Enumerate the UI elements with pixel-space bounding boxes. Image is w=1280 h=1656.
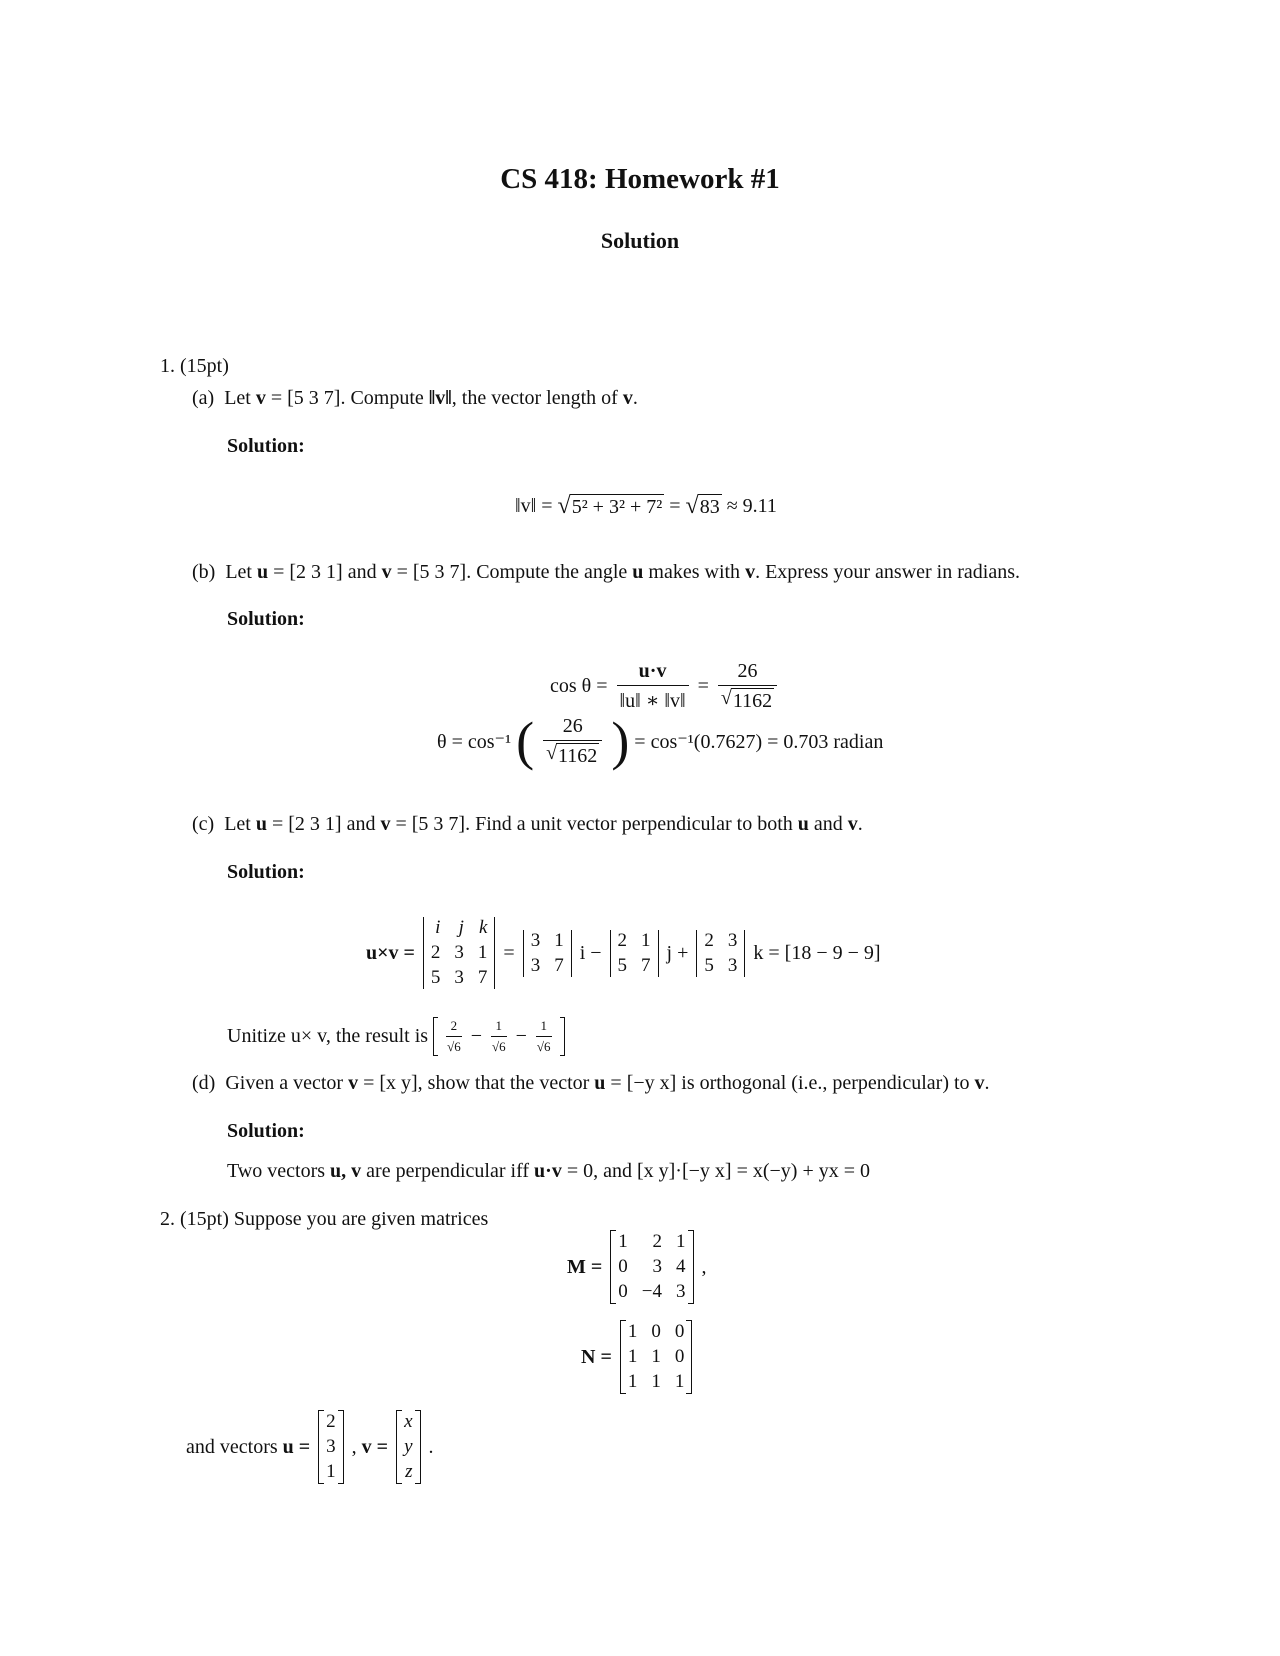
numerator: 1 [495, 1018, 503, 1033]
matrix-cell: 1 [651, 1346, 661, 1367]
q1a-text-1: Let [224, 387, 251, 409]
paren-left: ( [516, 711, 535, 771]
matrix-M-row [567, 1231, 707, 1303]
vector-cell: x [404, 1411, 413, 1432]
var-u: u [256, 561, 269, 583]
var-v: v [381, 561, 392, 583]
equals: = [697, 675, 709, 697]
matrix-cell: 0 [618, 1256, 628, 1277]
var-u: u [255, 813, 267, 835]
q1c-label: (c) [192, 813, 215, 835]
det-cell: 3 [454, 942, 464, 963]
q1c-solution-label: Solution: [227, 861, 305, 883]
unit-comp-2 [491, 1018, 507, 1055]
fraction-26 [543, 715, 602, 768]
q1a-text-4: . [632, 387, 638, 409]
unit-comp-1 [446, 1018, 462, 1055]
det-cell: 7 [477, 967, 488, 988]
q1d-sol-4: u·v [534, 1160, 562, 1182]
matrix-cell: 1 [627, 1321, 638, 1342]
q1d-solution-label: Solution: [227, 1120, 305, 1142]
vectors-text: and vectors [186, 1435, 278, 1458]
sqrt-icon: √ [557, 493, 571, 519]
matrix-cell: 2 [652, 1231, 662, 1252]
unit-comp-3 [536, 1018, 552, 1055]
det-cell: i [435, 917, 441, 938]
matrix-N [620, 1321, 693, 1393]
matrix-N-row [581, 1321, 695, 1393]
radicand-83: 83 [699, 496, 720, 518]
vector-cell: 1 [326, 1461, 336, 1482]
q1b-prompt [192, 561, 1020, 584]
denominator: √6 [491, 1036, 507, 1055]
det-cell: 5 [704, 954, 714, 976]
fraction-dot-norms [617, 660, 689, 713]
det-cell: 3 [727, 954, 738, 976]
op-i: i − [579, 941, 602, 964]
q1d-sol-5: = 0, and [x y]·[−y x] = x(−y) + yx = 0 [566, 1160, 871, 1182]
numerator: 1 [540, 1018, 547, 1033]
vector-u [318, 1411, 344, 1483]
q1a-prompt [192, 387, 638, 410]
radicand: 1162 [558, 744, 598, 767]
det-cell: 3 [727, 929, 738, 951]
question-2-heading: 2. (15pt) Suppose you are given matrices [160, 1208, 489, 1230]
det-cell: 2 [617, 929, 628, 951]
var-v: v [255, 387, 266, 409]
q1d-prompt [192, 1072, 990, 1095]
vector-v [396, 1411, 420, 1483]
q1c-text-4: and [813, 813, 843, 835]
det-cell: 1 [554, 929, 564, 951]
matrix-cell: 3 [676, 1281, 686, 1302]
matrix-cell: 1 [674, 1371, 685, 1392]
q1d-sol-1: Two vectors [227, 1160, 326, 1182]
question-1-heading: 1. (15pt) [160, 355, 229, 377]
q1b-text-5: . Express your answer in radians. [755, 561, 1020, 583]
q1b-label: (b) [192, 561, 216, 583]
fraction-26 [718, 660, 777, 713]
det-cell: 3 [530, 929, 541, 951]
vector-cell: 2 [326, 1411, 336, 1432]
matrix-M [610, 1231, 693, 1303]
matrix-cell: 1 [676, 1231, 686, 1252]
q1a-text-2: = [5 3 7]. Compute [270, 387, 424, 409]
theta-arccos: θ = cos⁻¹ [437, 730, 512, 753]
numerator: 26 [562, 714, 583, 737]
var-v: v [622, 387, 633, 409]
determinant-k [696, 930, 745, 977]
sqrt-icon: √ [546, 741, 558, 764]
u-label: u = [282, 1435, 311, 1458]
q1c-text-2: = [2 3 1] and [271, 813, 376, 835]
matrix-cell: 4 [676, 1256, 686, 1277]
det-cell: 5 [430, 967, 441, 988]
q1c-prompt [192, 813, 863, 836]
q1c-text-1: Let [224, 813, 251, 835]
q1a-rhs: ≈ 9.11 [726, 495, 777, 517]
q1a-formula [515, 494, 777, 519]
determinant-3x3 [423, 917, 496, 989]
determinant-i [523, 930, 572, 977]
var-v: v [348, 1072, 359, 1094]
q1a-label: (a) [192, 387, 215, 409]
matrix-cell: 1 [627, 1371, 638, 1392]
det-cell: 2 [430, 942, 441, 963]
theta-result: = cos⁻¹(0.7627) = 0.703 radian [634, 730, 884, 753]
q1d-text-4: . [984, 1072, 990, 1094]
q1c-text-3: = [5 3 7]. Find a unit vector perpendicular to both [395, 813, 793, 835]
q1d-text-3: = [−y x] is orthogonal (i.e., perpendicular) to [610, 1072, 970, 1094]
unitize-text: Unitize u× v, the result is [227, 1025, 429, 1047]
sqrt-icon: √ [720, 687, 732, 709]
equals: = [503, 941, 515, 964]
vectors-row [186, 1411, 434, 1483]
radicand: 5² + 3² + 7² [571, 496, 663, 518]
q1d-label: (d) [192, 1072, 216, 1094]
determinant-j [610, 930, 659, 977]
minus: − [470, 1025, 482, 1047]
det-cell: 5 [617, 954, 628, 976]
det-cell: 7 [554, 954, 564, 976]
page-title: CS 418: Homework #1 [500, 163, 780, 195]
numerator: u·v [638, 660, 667, 682]
page-subtitle: Solution [600, 228, 680, 253]
q1a-mid: = [669, 495, 681, 517]
q1b-eq2 [437, 711, 884, 771]
var-u: u [797, 813, 809, 835]
paren-right: ) [611, 711, 630, 771]
matrix-cell: 0 [618, 1281, 628, 1302]
q1d-sol-3: are perpendicular iff [366, 1160, 530, 1182]
q1d-text-1: Given a vector [225, 1072, 344, 1094]
unit-vector [433, 1018, 564, 1055]
q1b-text-3: = [5 3 7]. Compute the angle [396, 561, 628, 583]
sqrt-icon: √ [685, 493, 699, 519]
q1d-sol-2: u, v [330, 1160, 362, 1182]
sqrt-sum [558, 494, 665, 519]
M-label: M = [567, 1255, 603, 1278]
det-cell: k [478, 917, 488, 938]
numerator: 2 [450, 1018, 458, 1033]
det-cell: 3 [454, 967, 464, 988]
q1b-text-4: makes with [648, 561, 741, 583]
det-cell: 1 [641, 929, 651, 951]
var-v: v [380, 813, 391, 835]
q1c-unitize [227, 1018, 565, 1055]
q1a-lhs: ‖v‖ = [515, 495, 553, 517]
q1d-solution-text [227, 1160, 870, 1183]
matrix-cell: 0 [651, 1321, 661, 1342]
q1d-text-2: = [x y], show that the vector [363, 1072, 590, 1094]
radicand: 1162 [732, 690, 773, 712]
denominator: √6 [446, 1036, 462, 1055]
N-label: N = [581, 1345, 612, 1368]
denominator: √6 [536, 1036, 552, 1055]
matrix-cell: −4 [641, 1281, 662, 1302]
v-label: v = [361, 1435, 389, 1458]
op-j: j + [666, 941, 689, 964]
numerator: 26 [737, 660, 758, 682]
matrix-cell: 0 [674, 1321, 685, 1342]
det-cell: 2 [704, 929, 714, 951]
matrix-cell: 1 [618, 1231, 628, 1252]
M-tail: , [701, 1255, 707, 1278]
var-u: u [594, 1072, 606, 1094]
vector-cell: z [405, 1461, 413, 1482]
vector-cell: 3 [326, 1436, 336, 1457]
matrix-cell: 0 [674, 1346, 685, 1367]
matrix-cell: 3 [652, 1256, 662, 1277]
separator: , [351, 1435, 357, 1458]
minus: − [515, 1025, 527, 1047]
det-cell: 3 [530, 954, 541, 976]
vectors-tail: . [428, 1435, 434, 1458]
det-cell: 7 [641, 954, 651, 976]
q1b-eq1 [550, 660, 781, 713]
matrix-cell: 1 [627, 1346, 638, 1367]
var-v: v [847, 813, 858, 835]
q1c-cross-product [366, 917, 881, 989]
q1c-text-5: . [857, 813, 863, 835]
det-cell: j [458, 917, 464, 938]
denominator: ‖u‖ ∗ ‖v‖ [617, 685, 689, 713]
det-cell: 1 [477, 942, 488, 963]
cross-lhs: u×v = [366, 941, 415, 964]
var-u: u [632, 561, 644, 583]
cross-result: k = [18 − 9 − 9] [753, 941, 881, 964]
q1a-text-3: , the vector length of [451, 387, 618, 409]
cos-theta: cos θ = [550, 675, 608, 697]
sqrt-83 [686, 494, 722, 519]
denominator [718, 685, 777, 713]
q1b-solution-label: Solution: [227, 608, 305, 630]
q1b-text-2: = [2 3 1] and [273, 561, 377, 583]
var-v: v [974, 1072, 985, 1094]
vector-cell: y [404, 1436, 413, 1457]
q1a-solution-label: Solution: [227, 435, 305, 457]
denominator [543, 740, 602, 768]
matrix-cell: 1 [651, 1371, 661, 1392]
var-v: v [745, 561, 756, 583]
norm-v: ‖v‖ [428, 387, 452, 409]
q1b-text-1: Let [225, 561, 252, 583]
